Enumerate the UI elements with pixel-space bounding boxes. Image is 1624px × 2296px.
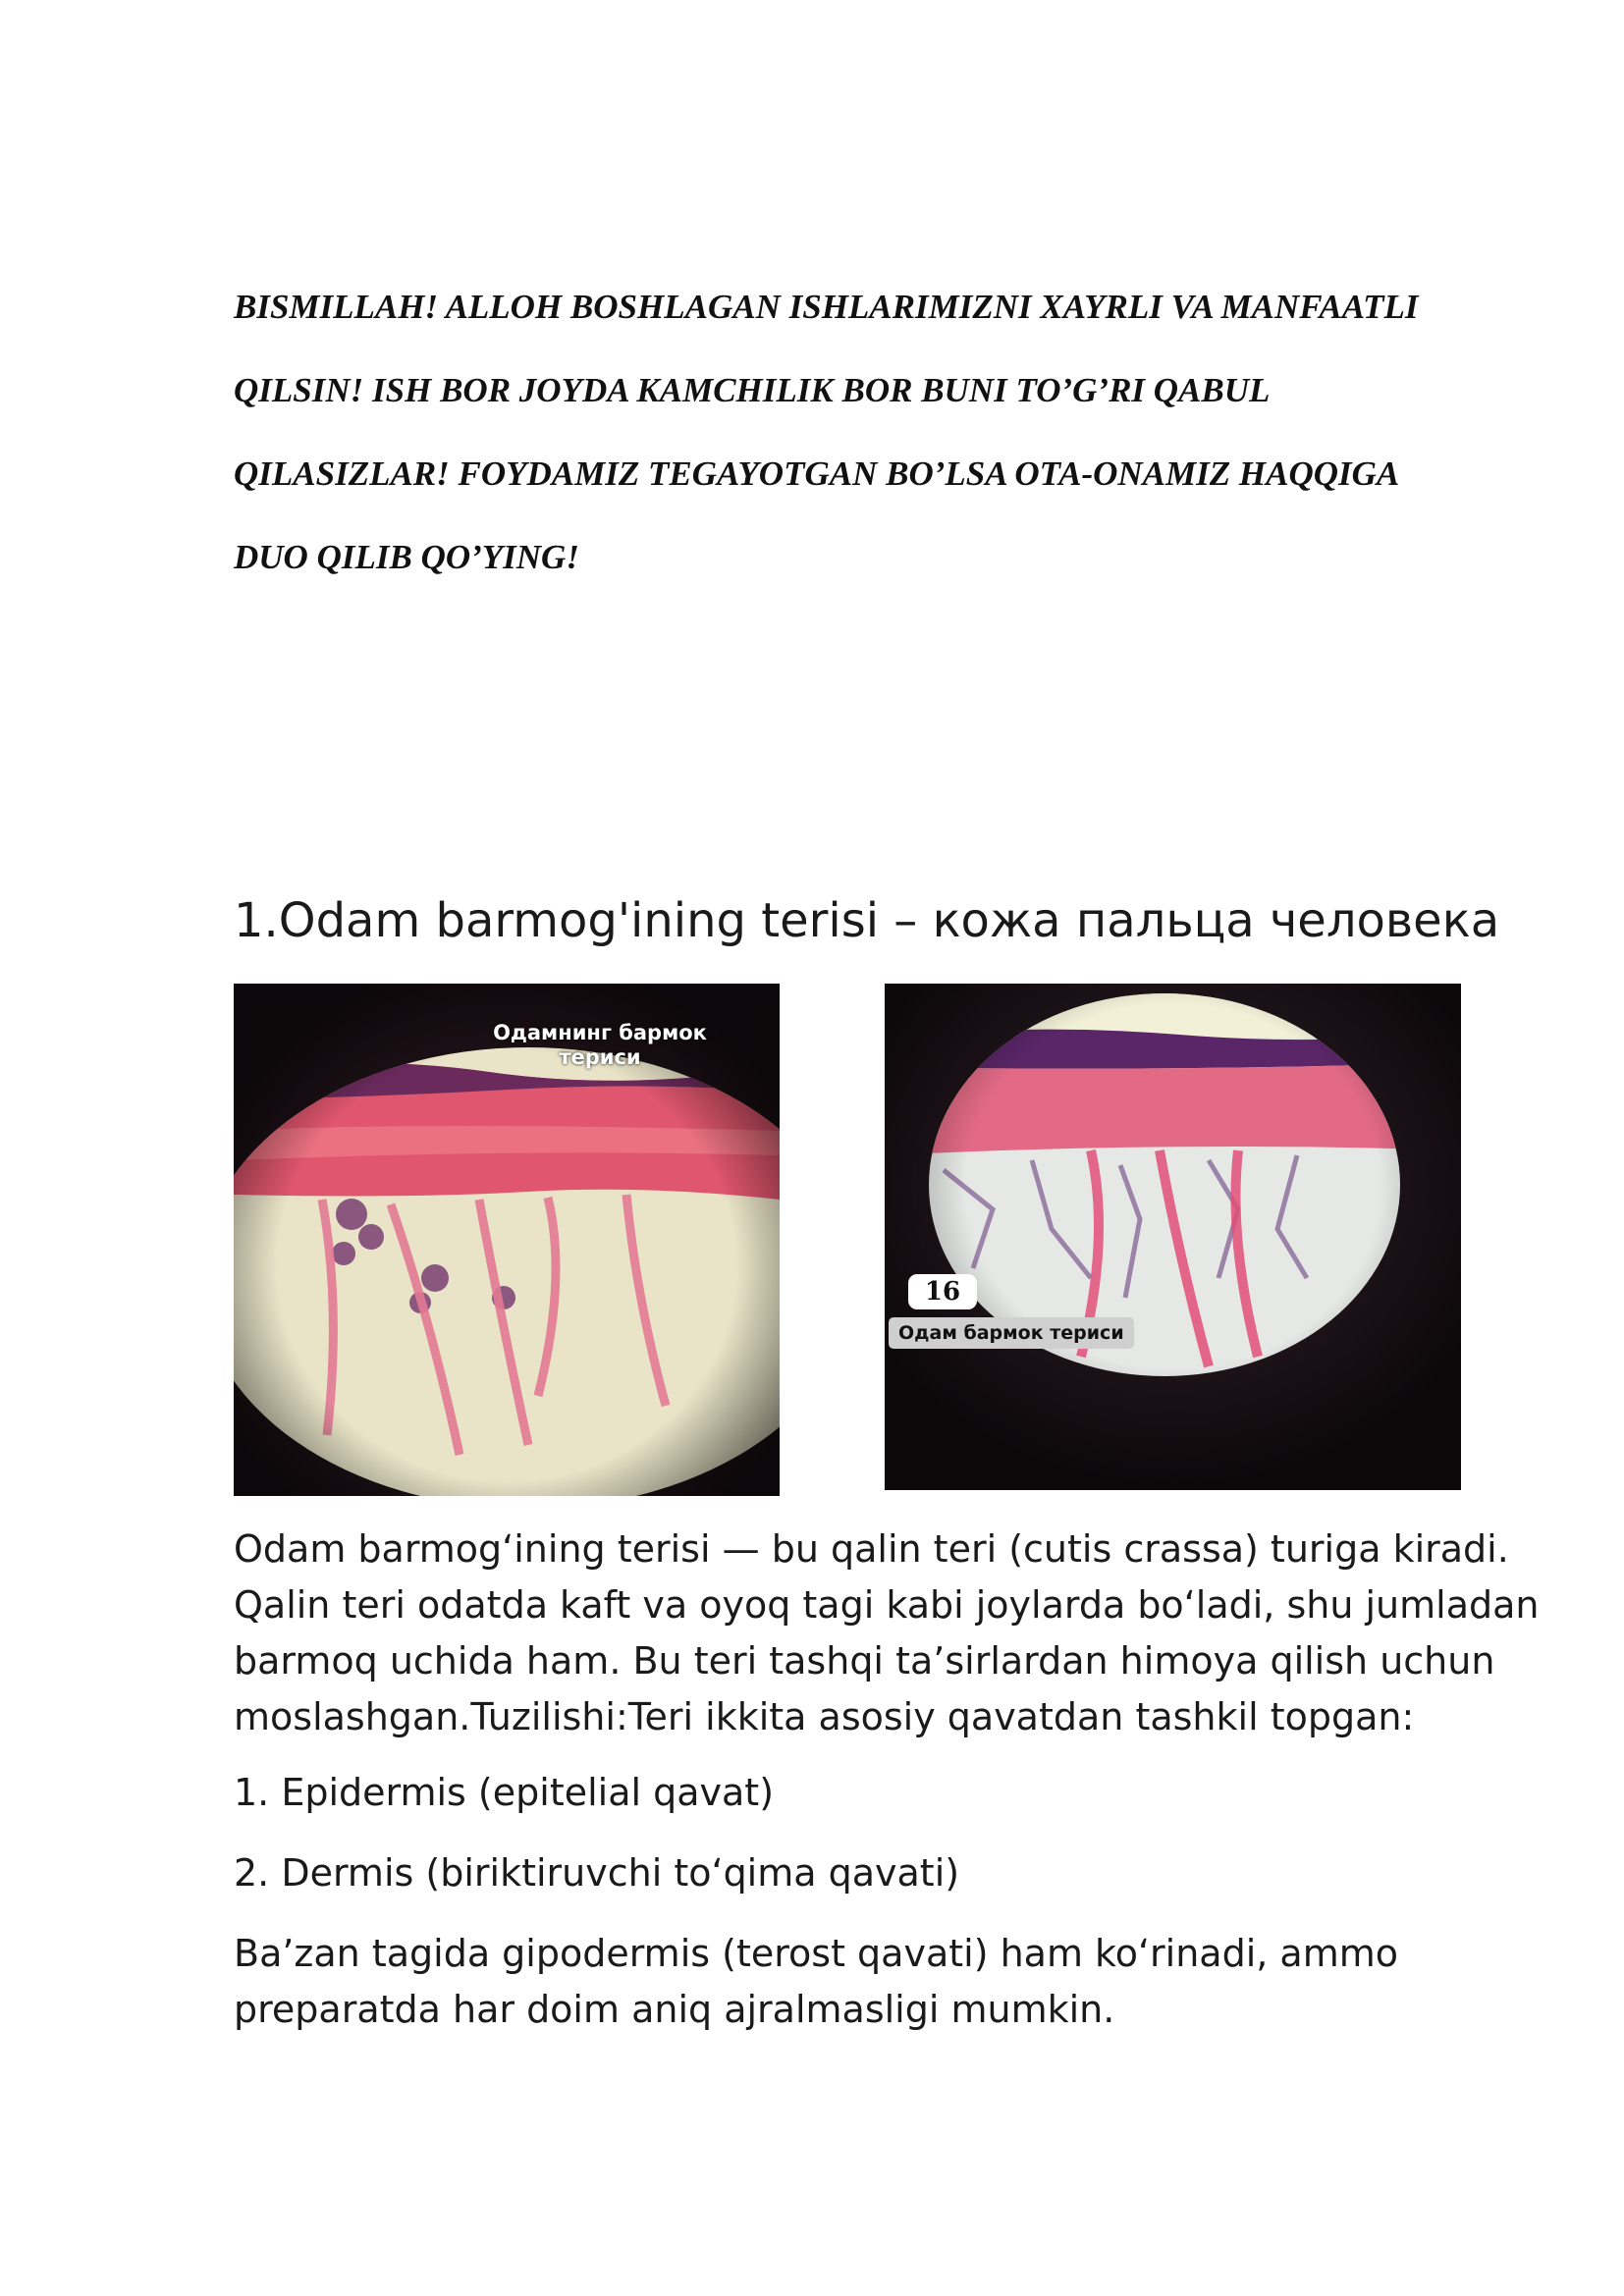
image-number-badge: 16	[908, 1274, 977, 1309]
image-caption-2: Одам бармок териси	[889, 1317, 1134, 1349]
paragraph-line: moslashgan.Tuzilishi:Teri ikkita asosiy qavatdan tashkil topgan:	[234, 1695, 1415, 1738]
image-caption-1	[477, 1021, 723, 1070]
intro-text	[234, 265, 1510, 599]
paragraph-line: Odam barmog‘ining terisi — bu qalin teri (cutis crassa) turiga kiradi.	[234, 1527, 1509, 1571]
micrograph-image-2	[885, 984, 1461, 1490]
caption-line: Одамнинг бармок	[493, 1021, 707, 1044]
caption-line: териси	[559, 1045, 641, 1069]
paragraph-line: preparatda har doim aniq ajralmasligi mumkin.	[234, 1988, 1115, 2031]
paragraph-line: Qalin teri odatda kaft va oyoq tagi kabi joylarda bo‘ladi, shu jumladan	[234, 1583, 1540, 1627]
intro-line: QILSIN! ISH BOR JOYDA KAMCHILIK BOR BUNI TO’G’RI QABUL	[234, 371, 1271, 409]
intro-line: QILASIZLAR! FOYDAMIZ TEGAYOTGAN BO’LSA OTA-ONAMIZ HAQQIGA	[234, 454, 1400, 493]
intro-line: DUO QILIB QO’YING!	[234, 538, 579, 576]
intro-line: BISMILLAH! ALLOH BOSHLAGAN ISHLARIMIZNI XAYRLI VA MANFAATLI	[234, 288, 1419, 326]
description-paragraph	[234, 1522, 1540, 1745]
section-heading: 1.Odam barmog'ining terisi – кожа пальца человека	[234, 893, 1500, 948]
description-body	[234, 1522, 1540, 2038]
paragraph-line: Ba’zan tagida gipodermis (terost qavati) ham ko‘rinadi, ammo	[234, 1932, 1398, 1975]
paragraph-line: barmoq uchida ham. Bu teri tashqi ta’sirlardan himoya qilish uchun	[234, 1639, 1495, 1682]
list-item: 2. Dermis (biriktiruvchi to‘qima qavati)	[234, 1851, 960, 1895]
note-paragraph	[234, 1926, 1540, 2038]
list-item: 1. Epidermis (epitelial qavat)	[234, 1771, 775, 1814]
